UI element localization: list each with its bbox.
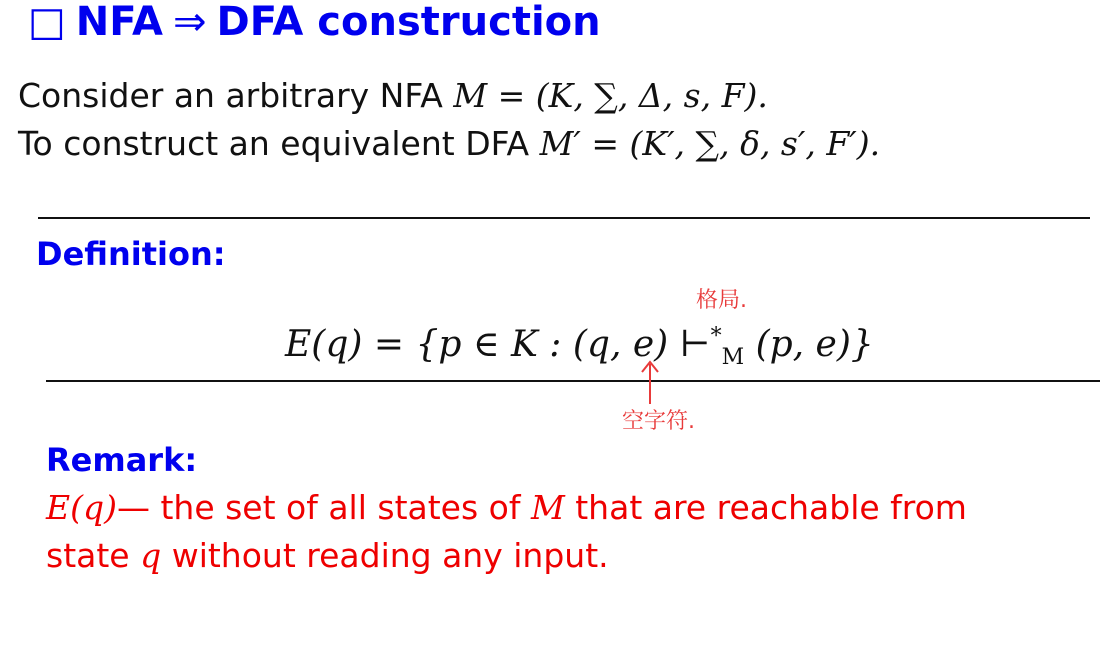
intro-line-2-text: To construct an equivalent DFA [18, 124, 540, 163]
title-left: NFA [75, 0, 163, 45]
remark-line-1-rest: — the set of all states of [116, 488, 531, 527]
remark-q: q [140, 536, 162, 575]
checkbox-icon: □ [28, 0, 66, 45]
remark-m: M [530, 488, 565, 527]
dfa-tuple: M′ = (K′, ∑, δ, s′, F′). [539, 124, 881, 163]
remark-line-2 [46, 532, 609, 580]
handwritten-note-bottom: 空字符. [622, 409, 695, 434]
title-right: DFA construction [216, 0, 601, 45]
formula-star: * [710, 324, 722, 349]
remark-heading: Remark: [46, 441, 198, 479]
formula-tail: (p, e)} [744, 324, 874, 365]
remark-line-1-end: that are reachable from [564, 488, 967, 527]
definition-heading: Definition: [36, 235, 226, 273]
remark-line-2-end: without reading any input. [161, 536, 609, 575]
handwritten-arrow-icon [638, 358, 662, 408]
epsilon-closure-formula [285, 315, 874, 380]
intro-line-1-text: Consider an arbitrary NFA [18, 76, 454, 115]
remark-line-1 [46, 484, 967, 532]
slide-title [28, 0, 601, 46]
definition-top-rule [38, 217, 1090, 219]
formula-sub-m: M [721, 345, 745, 371]
nfa-tuple: M = (K, ∑, Δ, s, F). [453, 76, 768, 115]
remark-expr: E(q) [46, 488, 117, 527]
implies-arrow-icon: ⇒ [172, 0, 207, 45]
intro-line-1 [18, 76, 768, 116]
remark-line-2-start: state [46, 536, 141, 575]
handwritten-note-top: 格局. [696, 288, 747, 313]
definition-bottom-rule [46, 380, 1100, 382]
formula-body: E(q) = {p ∈ K : (q, e) ⊢ [285, 324, 711, 365]
intro-line-2 [18, 124, 880, 164]
